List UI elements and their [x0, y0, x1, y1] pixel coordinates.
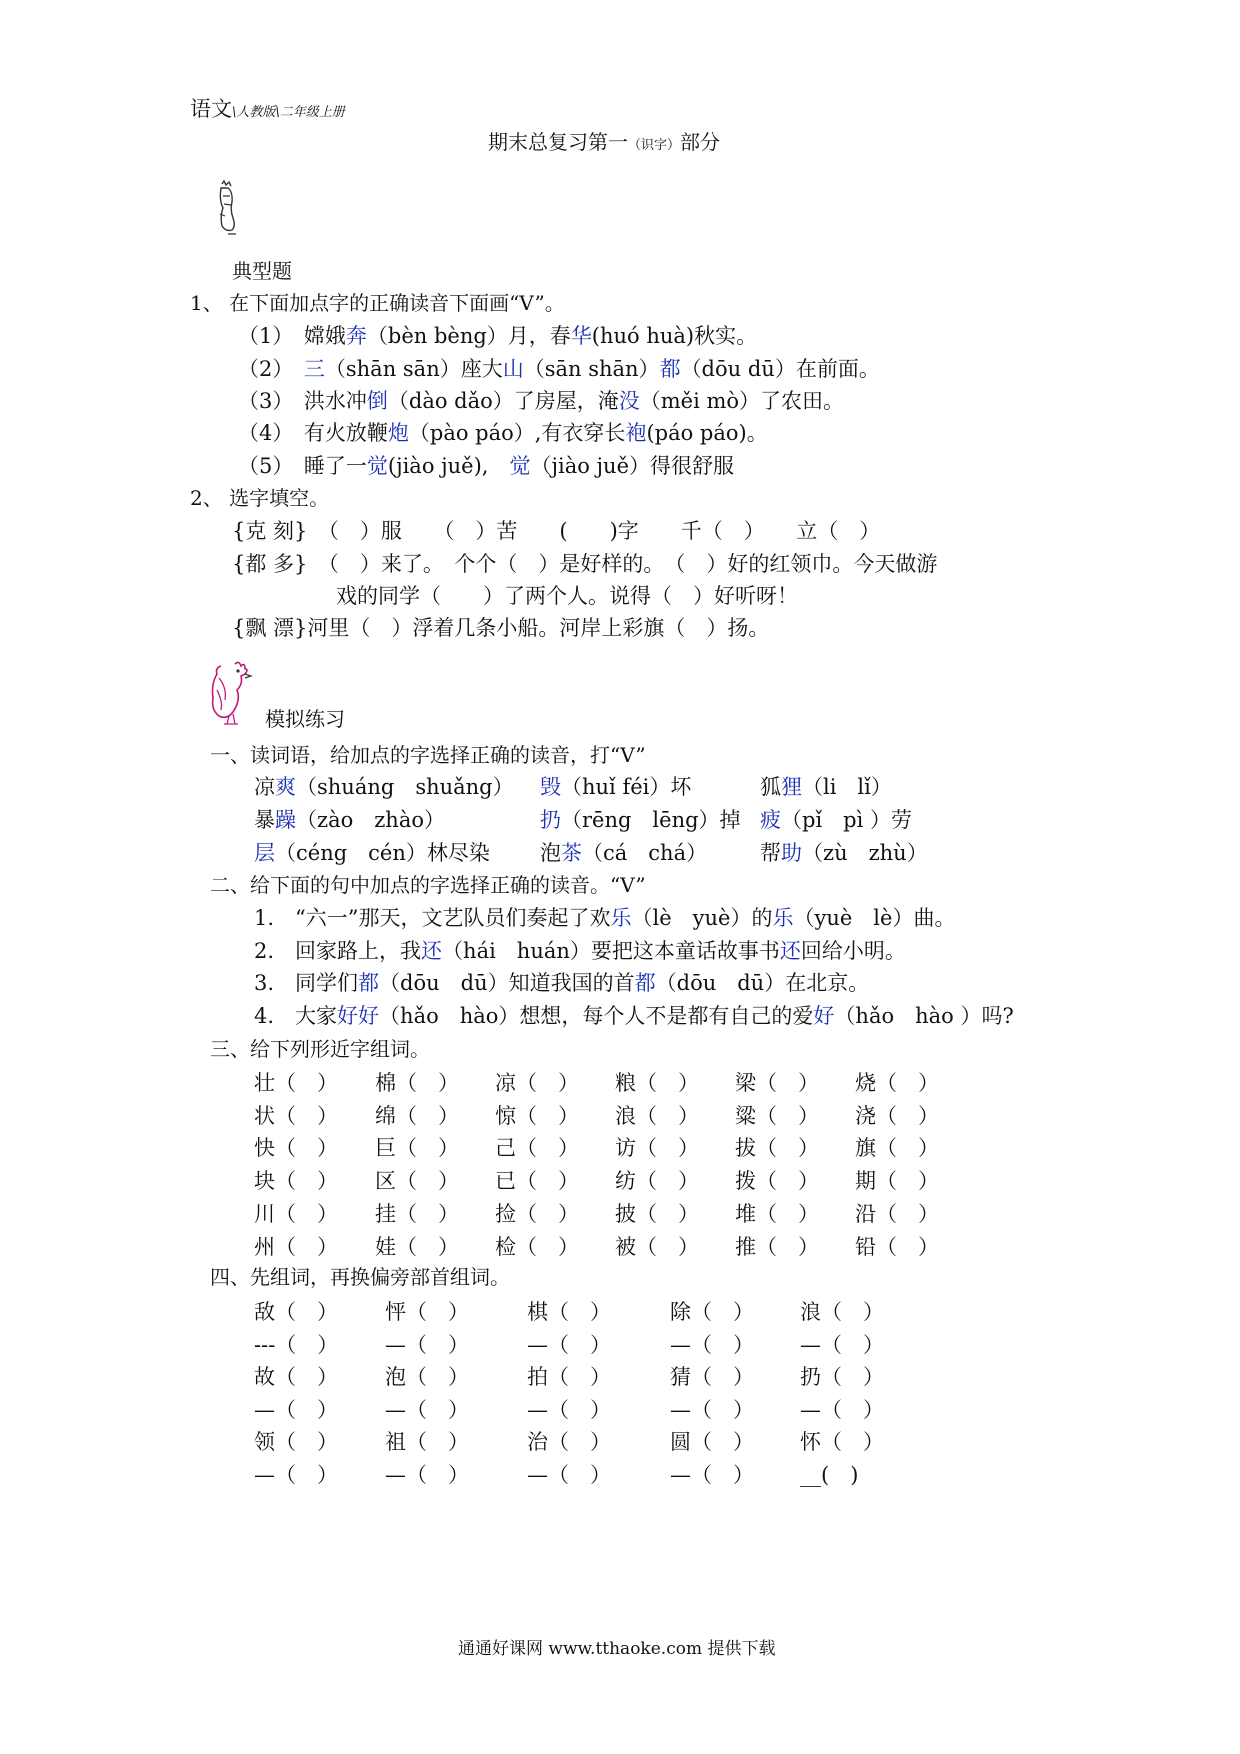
- similar-char-cell: 娃（ ）: [375, 1234, 459, 1259]
- sentence-item: [254, 1001, 1014, 1031]
- similar-char-cell: 期（ ）: [855, 1169, 939, 1194]
- text-segment: （pǐ pì ）劳: [781, 808, 912, 832]
- highlighted-char: 觉: [366, 454, 388, 478]
- similar-char-cell: 惊（ ）: [495, 1103, 579, 1128]
- question-1-label: 1、 在下面加点字的正确读音下面画“V”。: [190, 291, 565, 315]
- text-segment: （hǎo hào ）吗?: [834, 1004, 1014, 1028]
- word-reading-item: [540, 805, 741, 835]
- practice-4-label: 四、先组词，再换偏旁部首组词。: [210, 1265, 510, 1289]
- radical-word-cell: 敌（ ）: [254, 1300, 338, 1324]
- page-title: 期末总复习第一（识字）部分: [488, 130, 721, 154]
- highlighted-char: 奔: [345, 324, 367, 348]
- similar-char-cell: 纺（ ）: [615, 1169, 699, 1194]
- similar-char-cell: 挂（ ）: [375, 1201, 459, 1226]
- highlighted-char: 毁: [540, 775, 561, 799]
- similar-char-cell: 旗（ ）: [855, 1136, 939, 1161]
- question-2-line: 戏的同学（ ）了两个人。说得（ ）好听呀！: [336, 584, 798, 608]
- text-segment: （dōu dū）在前面。: [680, 357, 880, 381]
- text-segment: （dào dǎo）了房屋，淹: [387, 389, 619, 413]
- similar-char-cell: 绵（ ）: [375, 1103, 459, 1128]
- text-segment: 3. 同学们: [254, 971, 359, 995]
- text-segment: （shuáng shuǎng）: [296, 775, 514, 799]
- text-segment: （dōu dū）在北京。: [655, 971, 870, 995]
- similar-char-cell: 浇（ ）: [855, 1103, 939, 1128]
- practice-2-label: 二、给下面的句中加点的字选择正确的读音。“V”: [210, 873, 646, 897]
- header-edition: \人教版\: [232, 105, 280, 120]
- similar-char-cell: 已（ ）: [495, 1169, 579, 1194]
- similar-char-cell: 铅（ ）: [855, 1234, 939, 1259]
- practice-1-label: 一、读词语，给加点的字选择正确的读音，打“V”: [210, 743, 646, 767]
- question-2-line: {都 多} （ ）来了。 个个（ ）是好样的。 （ ）好的红领巾。今天做游: [232, 552, 938, 576]
- similar-char-cell: 川（ ）: [254, 1201, 338, 1226]
- similar-char-cell: 被（ ）: [615, 1234, 699, 1259]
- radical-word-cell: 怦（ ）: [385, 1300, 469, 1324]
- similar-char-cell: 访（ ）: [615, 1136, 699, 1161]
- radical-word-cell: 祖（ ）: [385, 1430, 469, 1454]
- text-segment: （shān sān）座大: [324, 357, 503, 381]
- similar-char-cell: 块（ ）: [254, 1169, 338, 1194]
- question-1-item: [238, 354, 880, 384]
- text-segment: (páo páo)。: [646, 421, 768, 445]
- highlighted-char: 山: [502, 357, 524, 381]
- highlighted-char: 好: [813, 1004, 835, 1028]
- text-segment: 凉: [254, 775, 275, 799]
- similar-char-cell: 推（ ）: [735, 1234, 819, 1259]
- highlighted-char: 都: [659, 357, 681, 381]
- radical-word-cell: 扔（ ）: [800, 1365, 884, 1389]
- similar-char-cell: 浪（ ）: [615, 1103, 699, 1128]
- word-reading-item: [760, 838, 928, 868]
- text-segment: 帮: [760, 841, 781, 865]
- similar-char-cell: 凉（ ）: [495, 1071, 579, 1095]
- question-2-line: {克 刻} （ ）服 （ ）苦 ( )字 千（ ） 立（ ）: [232, 519, 881, 543]
- similar-char-cell: 粱（ ）: [735, 1103, 819, 1128]
- radical-word-cell: —（ ）: [670, 1462, 754, 1487]
- text-segment: （yuè lè）曲。: [793, 906, 956, 930]
- highlighted-char: 还: [421, 939, 443, 963]
- similar-char-cell: 梁（ ）: [735, 1071, 819, 1095]
- similar-char-cell: 快（ ）: [254, 1136, 338, 1161]
- highlighted-char: 三: [303, 357, 325, 381]
- text-segment: （dōu dū）知道我国的首: [379, 971, 635, 995]
- radical-word-cell: —（ ）: [670, 1332, 754, 1357]
- text-segment: （zù zhù）: [802, 841, 928, 865]
- radical-word-cell: 圆（ ）: [670, 1430, 754, 1454]
- question-1-item: [238, 418, 768, 448]
- text-segment: （hǎo hào）想想，每个人不是都有自己的爱: [379, 1004, 814, 1028]
- highlighted-char: 狸: [781, 775, 802, 799]
- section-heading-practice: 模拟练习: [265, 707, 345, 731]
- text-segment: （3）: [238, 389, 283, 413]
- text-segment: （hái huán）要把这本童话故事书: [442, 939, 780, 963]
- text-segment: 泡: [540, 841, 561, 865]
- highlighted-char: 爽: [275, 775, 296, 799]
- radical-word-cell: ---（ ）: [254, 1332, 339, 1357]
- radical-word-cell: 泡（ ）: [385, 1365, 469, 1389]
- text-segment: 暴: [254, 808, 275, 832]
- radical-word-cell: 浪（ ）: [800, 1300, 884, 1324]
- figure-doodle-icon: [214, 180, 242, 238]
- radical-word-cell: —（ ）: [800, 1397, 884, 1422]
- radical-word-cell: —（ ）: [527, 1462, 611, 1487]
- text-segment: （lè yuè）的: [631, 906, 773, 930]
- question-1-item: [238, 451, 734, 481]
- radical-word-cell: 怀（ ）: [800, 1430, 884, 1454]
- word-reading-item: [254, 772, 514, 802]
- text-segment: 回给小明。: [800, 939, 906, 963]
- similar-char-cell: 壮（ ）: [254, 1071, 338, 1095]
- highlighted-char: 疲: [760, 808, 781, 832]
- text-segment: （rēng lēng）掉: [561, 808, 741, 832]
- text-segment: （li lǐ）: [802, 775, 892, 799]
- section-heading-typical: 典型题: [232, 259, 292, 283]
- question-1-item: [238, 386, 844, 416]
- text-segment: [283, 357, 304, 381]
- highlighted-char: 都: [358, 971, 380, 995]
- text-segment: （bèn bèng）月，春: [366, 324, 571, 348]
- similar-char-cell: 己（ ）: [495, 1136, 579, 1161]
- text-segment: （pào páo）,有衣穿长: [408, 421, 626, 445]
- text-segment: 4. 大家: [254, 1004, 338, 1028]
- highlighted-char: 袍: [625, 421, 647, 445]
- highlighted-char: 扔: [540, 808, 561, 832]
- radical-word-cell: 治（ ）: [527, 1430, 611, 1454]
- similar-char-cell: 状（ ）: [254, 1103, 338, 1128]
- text-segment: （jiào juě）得很舒服: [530, 454, 734, 478]
- radical-word-cell: 故（ ）: [254, 1365, 338, 1389]
- text-segment: (jiào juě),: [387, 454, 510, 478]
- radical-word-cell: —（ ）: [385, 1397, 469, 1422]
- rooster-icon: [207, 660, 255, 726]
- radical-word-cell: 除（ ）: [670, 1300, 754, 1324]
- similar-char-cell: 州（ ）: [254, 1234, 338, 1259]
- sentence-item: [254, 903, 955, 933]
- radical-word-cell: —（ ）: [800, 1332, 884, 1357]
- radical-word-cell: —（ ）: [254, 1462, 338, 1487]
- sentence-item: [254, 968, 869, 998]
- text-segment: （cá chá）: [582, 841, 708, 865]
- highlighted-char: 炮: [387, 421, 409, 445]
- highlighted-char: 觉: [509, 454, 531, 478]
- radical-word-cell: 领（ ）: [254, 1430, 338, 1454]
- sentence-item: [254, 936, 906, 966]
- highlighted-char: 乐: [610, 906, 632, 930]
- similar-char-cell: 拨（ ）: [735, 1169, 819, 1194]
- text-segment: （2）: [238, 357, 283, 381]
- text-segment: 狐: [760, 775, 781, 799]
- text-segment: 睡了一: [282, 454, 367, 478]
- word-reading-item: [540, 772, 691, 802]
- text-segment: （céng cén）林尽染: [275, 841, 490, 865]
- text-segment: （5）: [238, 454, 283, 478]
- similar-char-cell: 烧（ ）: [855, 1071, 939, 1095]
- radical-word-cell: __( ): [800, 1462, 859, 1487]
- radical-word-cell: —（ ）: [385, 1462, 469, 1487]
- footer-note: 通通好课网 www.tthaoke.com 提供下载: [458, 1639, 776, 1659]
- radical-word-cell: 拍（ ）: [527, 1365, 611, 1389]
- text-segment: (huó huà)秋实。: [591, 324, 758, 348]
- highlighted-char: 好好: [337, 1004, 380, 1028]
- header-subject: 语文: [190, 97, 232, 121]
- similar-char-cell: 区（ ）: [375, 1169, 459, 1194]
- text-segment: （zào zhào）: [296, 808, 445, 832]
- highlighted-char: 还: [779, 939, 801, 963]
- practice-3-label: 三、给下列形近字组词。: [210, 1037, 430, 1061]
- question-1-item: [238, 321, 757, 351]
- highlighted-char: 没: [618, 389, 640, 413]
- similar-char-cell: 拔（ ）: [735, 1136, 819, 1161]
- word-reading-item: [254, 838, 490, 868]
- text-segment: （sān shān）: [523, 357, 660, 381]
- header-grade: 二年级上册: [279, 105, 345, 120]
- question-2-label: 2、 选字填空。: [190, 486, 330, 510]
- similar-char-cell: 堆（ ）: [735, 1201, 819, 1226]
- text-segment: 1. “六一”那天，文艺队员们奏起了欢: [254, 906, 611, 930]
- word-reading-item: [540, 838, 707, 868]
- text-segment: （měi mò）了农田。: [639, 389, 845, 413]
- similar-char-cell: 捡（ ）: [495, 1201, 579, 1226]
- radical-word-cell: —（ ）: [527, 1332, 611, 1357]
- radical-word-cell: —（ ）: [670, 1397, 754, 1422]
- highlighted-char: 倒: [366, 389, 388, 413]
- word-reading-item: [760, 805, 912, 835]
- radical-word-cell: 棋（ ）: [527, 1300, 611, 1324]
- text-segment: （4）: [238, 421, 283, 445]
- highlighted-char: 都: [634, 971, 656, 995]
- text-segment: 嫦娥: [282, 324, 346, 348]
- text-segment: （huǐ féi）坏: [561, 775, 692, 799]
- highlighted-char: 乐: [772, 906, 794, 930]
- similar-char-cell: 粮（ ）: [615, 1071, 699, 1095]
- highlighted-char: 助: [781, 841, 802, 865]
- radical-word-cell: —（ ）: [385, 1332, 469, 1357]
- similar-char-cell: 棉（ ）: [375, 1071, 459, 1095]
- word-reading-item: [760, 772, 892, 802]
- document-header: [190, 93, 345, 123]
- similar-char-cell: 巨（ ）: [375, 1136, 459, 1161]
- similar-char-cell: 检（ ）: [495, 1234, 579, 1259]
- similar-char-cell: 披（ ）: [615, 1201, 699, 1226]
- word-reading-item: [254, 805, 445, 835]
- similar-char-cell: 沿（ ）: [855, 1201, 939, 1226]
- text-segment: （1）: [238, 324, 283, 348]
- radical-word-cell: —（ ）: [254, 1397, 338, 1422]
- highlighted-char: 茶: [561, 841, 582, 865]
- highlighted-char: 层: [254, 841, 275, 865]
- radical-word-cell: —（ ）: [527, 1397, 611, 1422]
- highlighted-char: 华: [570, 324, 592, 348]
- highlighted-char: 躁: [275, 808, 296, 832]
- question-2-line: {飘 漂}河里（ ）浮着几条小船。河岸上彩旗（ ）扬。: [232, 616, 770, 640]
- text-segment: 洪水冲: [282, 389, 367, 413]
- text-segment: 2. 回家路上，我: [254, 939, 422, 963]
- radical-word-cell: 猜（ ）: [670, 1365, 754, 1389]
- text-segment: 有火放鞭: [282, 421, 388, 445]
